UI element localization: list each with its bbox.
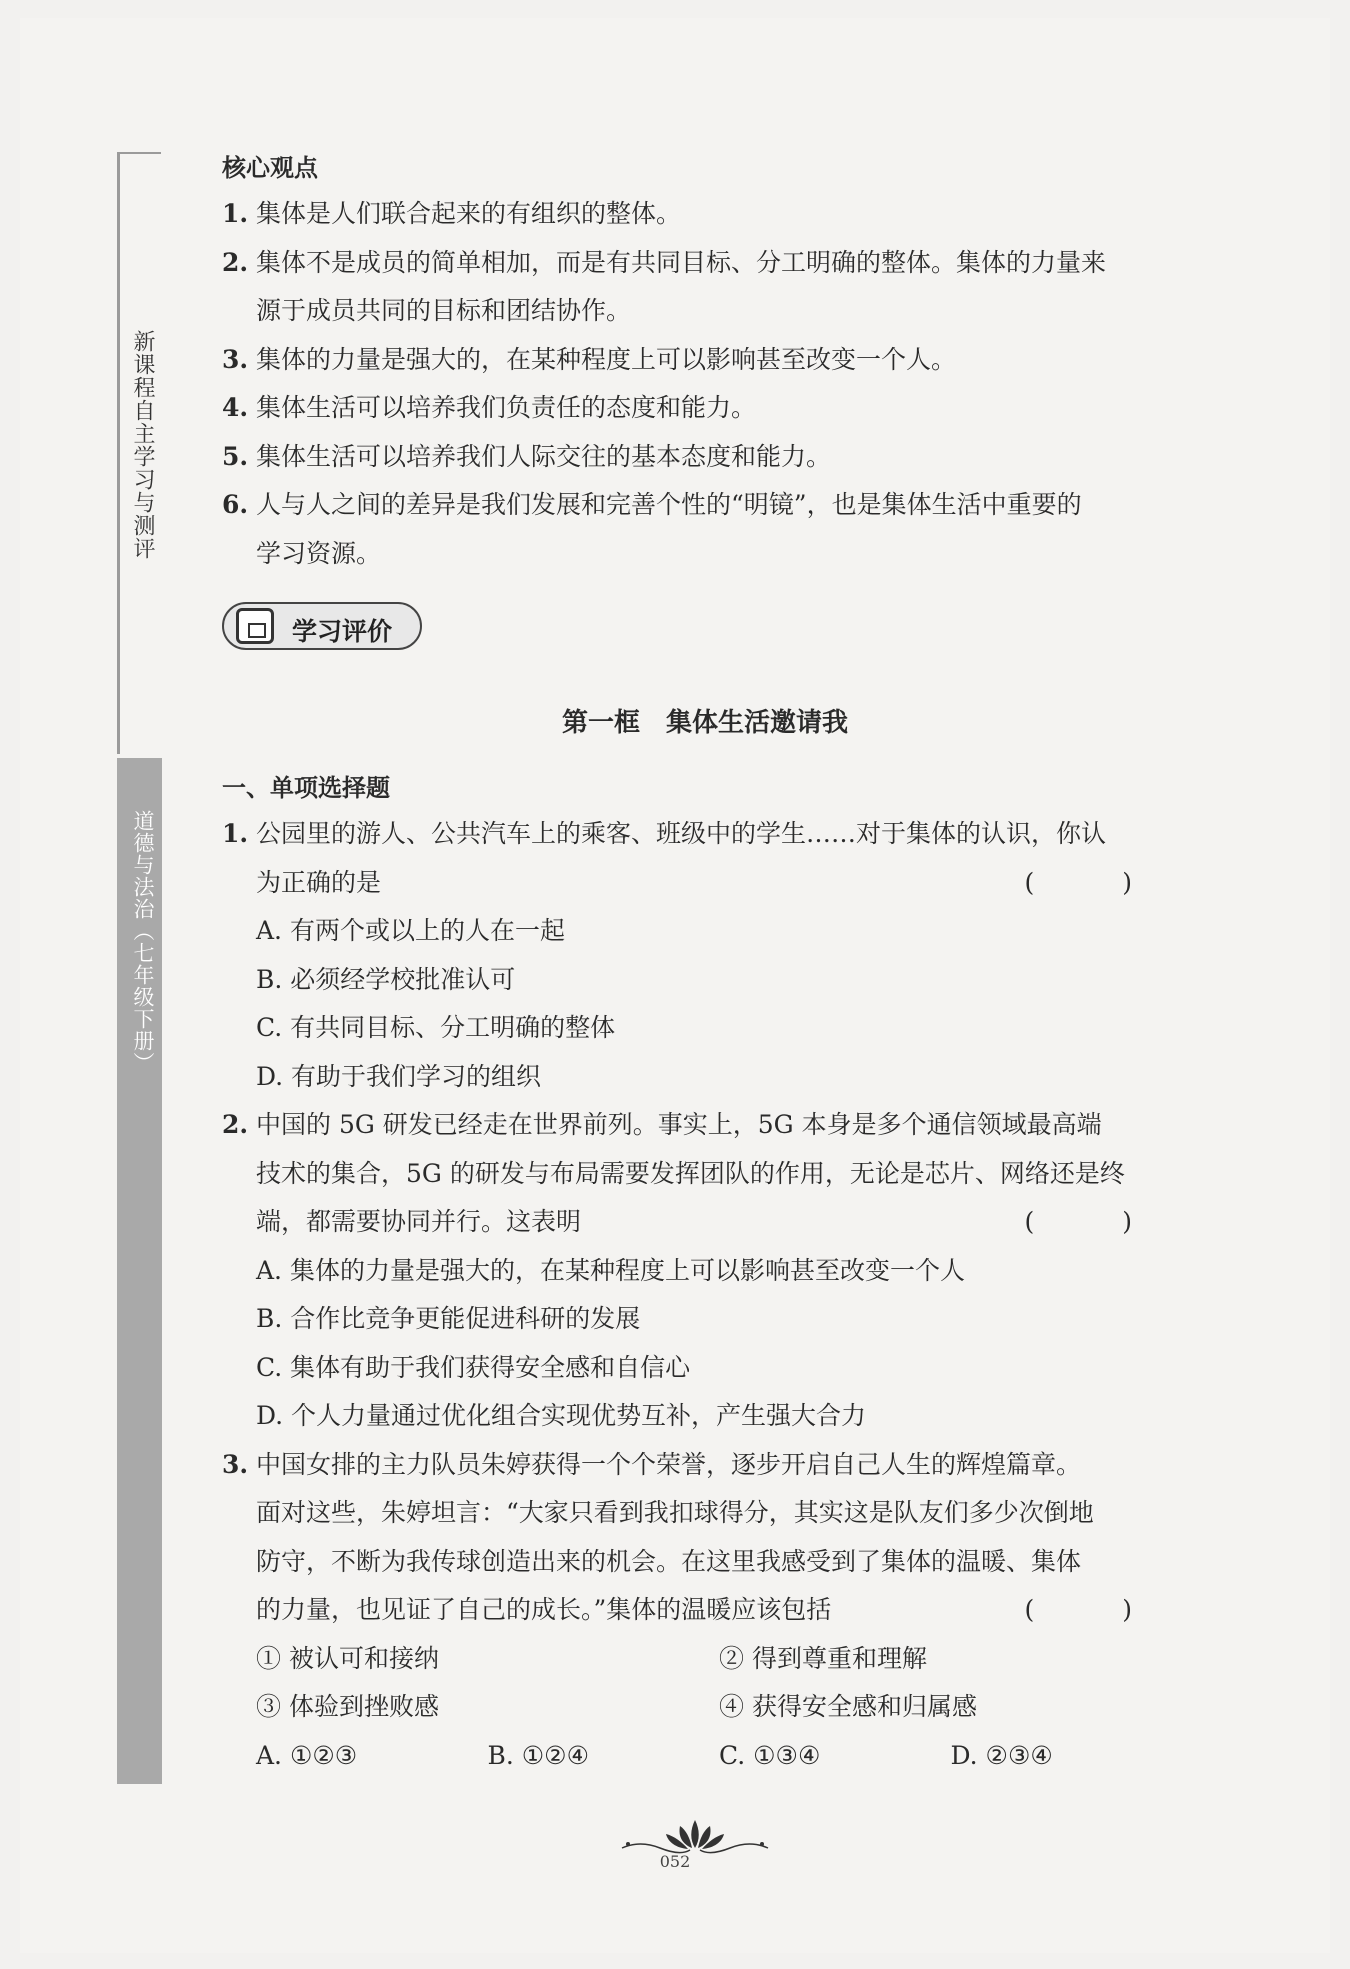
option-c: C. 有共同目标、分工明确的整体: [256, 1013, 616, 1042]
question-1: 1. 公园里的游人、公共汽车上的乘客、班级中的学生……对于集体的认识，你认 为正确的是 ( ) A. 有两个或以上的人在一起 B. 必须经学校批准认可 C. 有共同目标、分工明确的整体 D. 有助于我们学习的组织: [222, 810, 1182, 1101]
answer-blank[interactable]: ( ): [1024, 1207, 1172, 1236]
badge-label: 学习评价: [292, 617, 393, 646]
sidebar-subject-label: 道德与法治（七年级下册）: [131, 810, 155, 1074]
statement-row: [222, 1635, 1182, 1684]
question-text: 防守，不断为我传球创造出来的机会。在这里我感受到了集体的温暖、集体: [256, 1546, 1082, 1576]
choice-row: [222, 1732, 1182, 1781]
option-c: C. 集体有助于我们获得安全感和自信心: [256, 1352, 691, 1382]
question-text: 中国女排的主力队员朱婷获得一个个荣誉，逐步开启自己人生的辉煌篇章。: [256, 1449, 1082, 1479]
choice-a: A. ①②③: [256, 1740, 358, 1770]
core-point-4: 4. 集体生活可以培养我们负责任的态度和能力。: [222, 393, 757, 422]
statement-3: ③ 体验到挫败感: [256, 1692, 439, 1721]
core-point-5: 5. 集体生活可以培养我们人际交往的基本态度和能力。: [222, 441, 832, 471]
core-point-text: 人与人之间的差异是我们发展和完善个性的“明镜”，也是集体生活中重要的: [256, 490, 1082, 519]
question-text: 公园里的游人、公共汽车上的乘客、班级中的学生……对于集体的认识，你认: [256, 819, 1107, 848]
question-text: 中国的 5G 研发已经走在世界前列。事实上，5G 本身是多个通信领域最高端: [256, 1110, 1102, 1139]
core-point-3: 3. 集体的力量是强大的，在某种程度上可以影响甚至改变一个人。: [222, 344, 957, 374]
statement-4: ④ 获得安全感和归属感: [719, 1692, 977, 1721]
core-point-2: 2. 集体不是成员的简单相加，而是有共同目标、分工明确的整体。集体的力量来 源于成员共同的目标和团结协作。: [222, 239, 1182, 336]
section-title: 第一框 集体生活邀请我: [561, 708, 848, 738]
core-point-text: 集体的力量是强大的，在某种程度上可以影响甚至改变一个人。: [256, 344, 957, 374]
core-point-text: 集体生活可以培养我们人际交往的基本态度和能力。: [256, 441, 832, 471]
sidebar-book-series-label: 新课程自主学习与测评: [130, 330, 155, 560]
question-text: 端，都需要协同并行。这表明: [256, 1207, 582, 1236]
questions-section: [222, 770, 1182, 1780]
answer-blank[interactable]: ( ): [1024, 867, 1172, 897]
question-text: 面对这些，朱婷坦言：“大家只看到我扣球得分，其实这是队友们多少次倒地: [256, 1498, 1094, 1527]
choice-b: B. ①②④: [487, 1740, 590, 1770]
core-points-section: [222, 150, 1182, 578]
option-d: D. 个人力量通过优化组合实现优势互补，产生强大合力: [256, 1401, 867, 1430]
statement-row: [222, 1683, 1182, 1732]
part-heading: 一、单项选择题: [222, 774, 390, 802]
floppy-disk-icon: [236, 608, 274, 644]
question-text: 技术的集合，5G 的研发与布局需要发挥团队的作用，无论是芯片、网络还是终: [256, 1158, 1125, 1188]
choice-d: D. ②③④: [950, 1740, 1053, 1770]
question-2: 2. 中国的 5G 研发已经走在世界前列。事实上，5G 本身是多个通信领域最高端 技术的集合，5G 的研发与布局需要发挥团队的作用，无论是芯片、网络还是终 端，都需要协同并行。这表明 ( ) A. 集体的力量是强大的，在某种程度上可以影响甚至改变一个人 B. 合作比竞争更能促进科研的发展 C. 集体有助于我们获得安全感和自信心 D. 个人力量通过优化组合实现优势互补，产生强大合力: [222, 1101, 1182, 1441]
question-text: 的力量，也见证了自己的成长。”集体的温暖应该包括: [256, 1595, 832, 1624]
core-point-text: 集体生活可以培养我们负责任的态度和能力。: [256, 393, 757, 422]
choice-c: C. ①③④: [719, 1740, 821, 1770]
option-a: A. 集体的力量是强大的，在某种程度上可以影响甚至改变一个人: [256, 1255, 965, 1285]
core-point-text: 集体不是成员的简单相加，而是有共同目标、分工明确的整体。集体的力量来: [256, 247, 1107, 277]
core-points-heading: 核心观点: [222, 154, 318, 182]
statement-2: ② 得到尊重和理解: [719, 1643, 927, 1673]
core-point-text: 学习资源。: [256, 538, 382, 568]
statement-1: ① 被认可和接纳: [256, 1643, 439, 1673]
question-3: 3. 中国女排的主力队员朱婷获得一个个荣誉，逐步开启自己人生的辉煌篇章。 面对这些，朱婷坦言：“大家只看到我扣球得分，其实这是队友们多少次倒地 防守，不断为我传球创造出来的机会。在这里我感受到了集体的温暖、集体 的力量，也见证了自己的成长。”集体的温暖应该包括 ( ) ① 被认可和接纳 ② 得到尊重和理解 ③ 体验到挫败感 ④ 获得安全感和归属感 A. ①②③ B. ①②④ C. ①③④ D. ②③④: [222, 1441, 1182, 1781]
study-evaluation-badge: [222, 602, 422, 650]
answer-blank[interactable]: ( ): [1024, 1595, 1172, 1624]
option-a: A. 有两个或以上的人在一起: [256, 916, 565, 945]
option-d: D. 有助于我们学习的组织: [256, 1061, 542, 1091]
core-point-6: 6. 人与人之间的差异是我们发展和完善个性的“明镜”，也是集体生活中重要的 学习资源。: [222, 481, 1182, 578]
core-point-text: 集体是人们联合起来的有组织的整体。: [256, 199, 682, 228]
core-point-text: 源于成员共同的目标和团结协作。: [256, 296, 632, 325]
option-b: B. 合作比竞争更能促进科研的发展: [256, 1304, 641, 1333]
core-point-1: 1. 集体是人们联合起来的有组织的整体。: [222, 199, 682, 228]
option-b: B. 必须经学校批准认可: [256, 964, 516, 994]
page-number: 052: [659, 1852, 691, 1871]
question-text: 为正确的是: [256, 867, 382, 897]
